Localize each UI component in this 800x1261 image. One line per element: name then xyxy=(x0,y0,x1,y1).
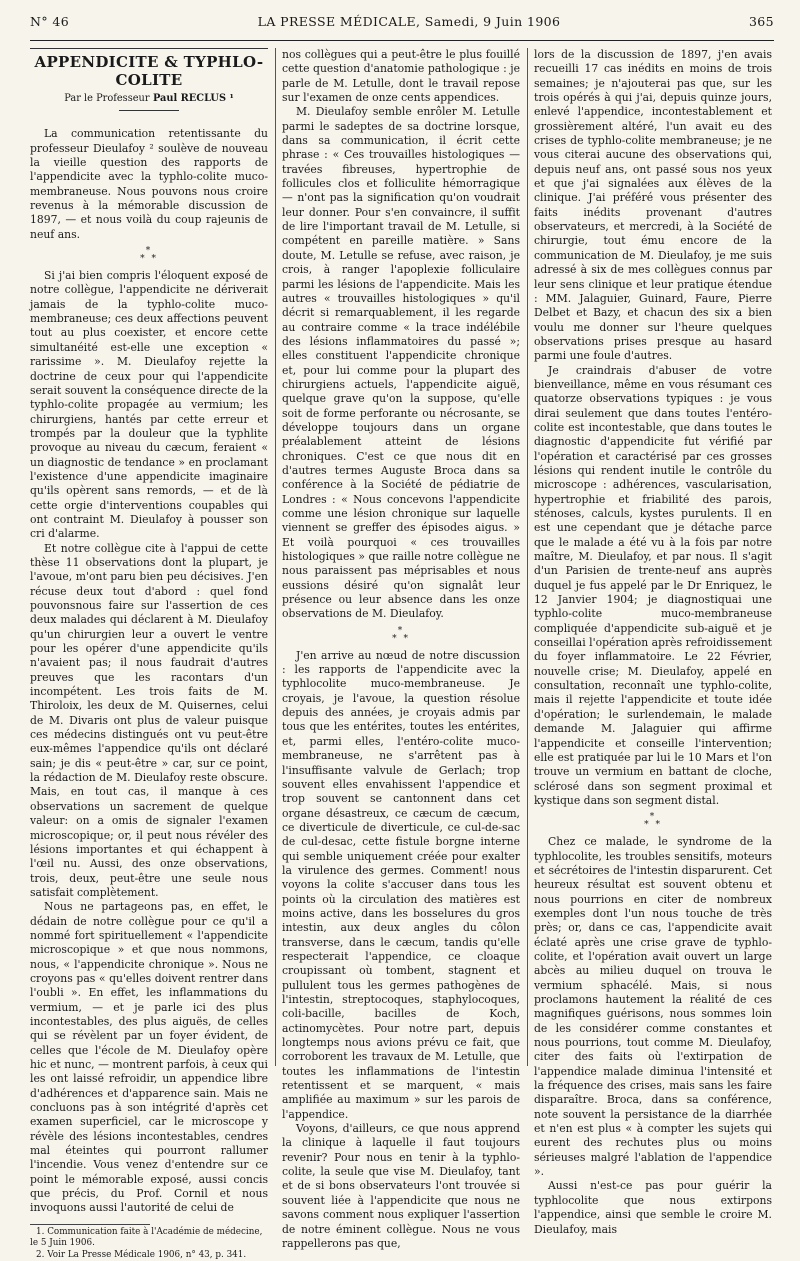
section-separator xyxy=(30,247,268,263)
page-number: 365 xyxy=(748,14,774,29)
section-separator xyxy=(282,627,520,643)
separator-star: * xyxy=(644,820,651,831)
paragraph: La communication retentissante du professeur Dieulafoy ² soulève de nouveau la vieille question des rapports de l'appendicite avec la typhlo-colite muco-membraneuse. Nous pouvons nous croire revenus à la mémorable discussion de 1897, — et nous voilà du coup rajeunis de neuf ans. xyxy=(30,127,268,241)
running-head xyxy=(30,14,774,36)
paragraph: Je craindrais d'abuser de votre bienveillance, même en vous résumant ces quatorze observations typiques : je vous dirai seulement que dans toutes l'entéro-colite est incontestable, que dans toutes le diagnostic d'appendicite fut vérifié par l'opération et caractérisé par ces grosses lésions qui rendent inutile le contrôle du microscope : adhérences, vascularisation, hypertrophie et friabilité des parois, sténoses, calculs, kystes purulents. Il en est une cependant que je détache parce que le malade a été vu à la fois par notre maître, M. Dieulafoy, et par nous. Il s'agit d'un Parisien de trente-neuf ans auprès duquel je fus appelé par le Dr Enriquez, le 12 Janvier 1904; je diagnostiquai une typhlo-colite muco-membraneuse compliquée d'appendicite sub-aiguë et je conseillai l'opération après refroidissement du foyer inflammatoire. Le 22 Février, nouvelle crise; M. Dieulafoy, appelé en consultation, reconnaît une typhlo-colite, mais il rejette l'appendicite et toute idée d'opération; le surlendemain, le malade demande M. Jalaguier qui affirme l'appendicite et conseille l'intervention; elle est pratiquée par lui le 10 Mars et l'on trouve un vermium en battant de cloche, sclérosé dans son segment proximal et kystique dans son segment distal. xyxy=(534,363,772,807)
page xyxy=(30,14,774,1260)
column-2 xyxy=(282,48,520,1250)
paragraph: M. Dieulafoy semble enrôler M. Letulle parmi le sadeptes de sa doctrine lorsque, dans sa communication, il écrit cette phrase : « Ces trouvailles histologiques — travées fibreuses, hypertrophie de follicules clos et folliculite hémorragique — n'ont pas la signification qu'on voudrait leur donner. Pour s'en convaincre, il suffit de lire l'important travail de M. Letulle, si compétent en pareille matière. » Sans doute, M. Letulle se refuse, avec raison, je crois, à ranger l'apoplexie folliculaire parmi les lésions de l'appendicite. Mais les autres « trouvailles histologiques » qu'il décrit si remarquablement, il les regarde au contraire comme « la trace indélébile des lésions inflammatoires du passé »; elles constituent l'appendicite chronique et, pour lui comme pour la plupart des chirurgiens actuels, l'appendicite aiguë, quelque grave qu'on la suppose, qu'elle soit de forme perforante ou nécrosante, se développe toujours dans un organe préalablement atteint de lésions chroniques. C'est ce que nous dit en d'autres termes Auguste Broca dans sa conférence à la Société de pédiatrie de Londres : « Nous concevons l'appendicite comme une lésion chronique sur laquelle viennent se greffer des épisodes aigus. » Et voilà pourquoi « ces trouvailles histologiques » que raille notre collègue ne nous paraissent pas méprisables et nous eussions désiré qu'on signalât leur présence ou leur absence dans les onze observations de M. Dieulafoy. xyxy=(282,105,520,621)
paragraph: J'en arrive au nœud de notre discussion : les rapports de l'appendicite avec la typhlocolite muco-membraneuse. Je croyais, je l'avoue, la question résolue depuis des années, je croyais admis par tous que les entérites, toutes les entérites, et, parmi elles, l'entéro-colite muco-membraneuse, ne s'arrêtent pas à l'insuffisante valvule de Gerlach; trop souvent elles envahissent l'appendice et trop souvent se cantonnent dans cet organe désastreux, ce cæcum de cæcum, ce diverticule de diverticule, ce cul-de-sac de cul-desac, cette fistule borgne interne qui semble uniquement créée pour exalter la virulence des germes. Comment! nous voyons la colite s'accuser dans tous les points où la circulation des matières est moins active, dans les bosselures du gros intestin, aux deux angles du côlon transverse, dans le cæcum, tandis qu'elle respecterait l'appendice, ce cloaque croupissant où tombent, stagnent et pullulent tous les germes pathogènes de l'intestin, streptocoques, staphylocoques, coli-bacille, bacilles de Koch, actinomycètes. Pour notre part, depuis longtemps nous avions prévu ce fait, que corroborent les travaux de M. Letulle, que toutes les inflammations de l'intestin retentissent et se marquent, « mais amplifiée au maximum » sur les parois de l'appendice. xyxy=(282,648,520,1121)
column-divider xyxy=(527,48,528,1066)
footnote: 1. Communication faite à l'Académie de médecine, le 5 Juin 1906. xyxy=(30,1226,263,1249)
paragraph: Si j'ai bien compris l'éloquent exposé de notre collègue, l'appendicite ne dériverait jamais de la typhlo-colite muco-membraneuse; ces deux affections peuvent tout au plus coexister, et encore cette simultanéité est-elle une exception « rarissime ». M. Dieulafoy rejette la doctrine de ceux pour qui l'appendicite serait souvent la conséquence directe de la typhlo-colite propagée au vermium; les chirurgiens, hantés par cette erreur et trompés par la douleur que la typhlite provoque au niveau du cæcum, feraient « un diagnostic de tendance » en proclamant l'existence d'une appendicite imaginaire qu'ils opèrent sans remords, — et de là cette orgie d'interventions coupables qui ont contraint M. Dieulafoy à pousser son cri d'alarme. xyxy=(30,269,268,541)
column-1 xyxy=(30,48,268,1260)
section-separator xyxy=(534,813,772,829)
title-rule xyxy=(30,48,268,49)
footnotes xyxy=(30,1224,263,1261)
article-title: APPENDICITE & TYPHLO-COLITE xyxy=(34,53,264,89)
separator-star: * xyxy=(397,625,405,636)
separator-star: * xyxy=(140,254,147,265)
title-underline xyxy=(119,110,179,111)
separator-star: * xyxy=(145,246,153,257)
issue-number: N° 46 xyxy=(30,14,70,29)
separator-star: * xyxy=(151,254,158,265)
paragraph: Chez ce malade, le syndrome de la typhlocolite, les troubles sensitifs, moteurs et sécrétoires de l'intestin disparurent. Cet heureux résultat est souvent obtenu et nous pourrions en citer de nombreux exemples dont l'un nous touche de très près; or, dans ce cas, l'appendicite avait éclaté après une crise grave de typhlo-colite, et l'opération avait ouvert un large abcès au milieu duquel on trouva le vermium sphacélé. Mais, si nous proclamons hautement la réalité de ces magnifiques guérisons, nous sommes loin de les considérer comme constantes et nous pourrions, tout comme M. Dieulafoy, citer des faits où l'extirpation de l'appendice malade diminua l'intensité et la fréquence des crises, mais sans les faire disparaître. Broca, dans sa conférence, note souvent la persistance de la diarrhée et n'en est plus « à compter les sujets qui eurent des rechutes plus ou moins sérieuses malgré l'ablation de l'appendice ». xyxy=(534,835,772,1179)
paragraph: Et notre collègue cite à l'appui de cette thèse 11 observations dont la plupart, je l'avoue, m'ont paru bien peu décisives. J'en récuse deux tout d'abord : quel fond pouvonsnous faire sur l'assertion de ces deux malades qui déclarent à M. Dieulafoy qu'un chirurgien leur a ouvert le ventre pour les opérer d'une appendicite qu'ils n'avaient pas; il nous faudrait d'autres preuves que les racontars d'un incompétent. Les trois faits de M. Thiroloix, les deux de M. Quisernes, celui de M. Divaris ont plus de valeur puisque ces médecins distingués ont vu peut-être eux-mêmes l'appendice qu'ils ont déclaré sain; je dis « peut-être » car, sur ce point, la rédaction de M. Dieulafoy reste obscure. Mais, en tout cas, il manque à ces observations un sacrement de quelque valeur: on a omis de signaler l'examen microscopique; or, il peut nous révéler des lésions importantes et qui échappent à l'œil nu. Aussi, des onze observations, trois, deux, peut-être une seule nous satisfait complètement. xyxy=(30,541,268,899)
column-divider xyxy=(275,48,276,1066)
paragraph: Aussi n'est-ce pas pour guérir la typhlocolite que nous extirpons l'appendice, ainsi que semble le croire M. Dieulafoy, mais xyxy=(534,1179,772,1236)
footnote: 2. Voir La Presse Médicale 1906, n° 43, p. 341. xyxy=(36,1249,247,1260)
paragraph: lors de la discussion de 1897, j'en avais recueilli 17 cas inédits en moins de trois semaines; je n'ajouterai pas que, sur les trois opérés à qui j'ai, depuis quinze jours, enlevé l'appendice, incontestablement et grossièrement altéré, l'un avait eu des crises de typhlo-colite membraneuse; je ne vous citerai aucune des observations qui, depuis neuf ans, ont passé sous nos yeux et que j'ai signalées aux élèves de la clinique. J'ai préféré vous présenter des faits inédits provenant d'autres observateurs, et mercredi, à la Société de chirurgie, tout ému encore de la communication de M. Dieulafoy, je me suis adressé à six de mes collègues connus par leur sens clinique et leur pratique étendue : MM. Jalaguier, Guinard, Faure, Pierre Delbet et Bazy, et chacun des six a bien voulu me donner sur l'heure quelques observations prises presque au hasard parmi une foule d'autres. xyxy=(534,48,772,363)
separator-star: * xyxy=(649,812,657,823)
separator-star: * xyxy=(403,633,410,644)
byline xyxy=(30,92,268,106)
paragraph: Voyons, d'ailleurs, ce que nous apprend la clinique à laquelle il faut toujours revenir? Pour nous en tenir à la typhlo-colite, la seule que vise M. Dieulafoy, tant et de si bons observateurs l'ont trouvée si souvent liée à l'appendicite que nous ne savons comment nous expliquer l'assertion de notre éminent collègue. Nous ne vous rappellerons pas que, xyxy=(282,1122,520,1250)
byline-author: Paul RECLUS ¹ xyxy=(152,93,234,104)
journal-title: LA PRESSE MÉDICALE, Samedi, 9 Juin 1906 xyxy=(257,14,561,29)
article-columns xyxy=(30,48,774,1260)
byline-prefix: Par le Professeur xyxy=(64,93,150,104)
separator-star: * xyxy=(392,633,399,644)
separator-star: * xyxy=(655,820,662,831)
header-rule xyxy=(30,40,774,41)
column-3 xyxy=(534,48,772,1236)
paragraph: Nous ne partageons pas, en effet, le dédain de notre collègue pour ce qu'il a nommé fort spirituellement « l'appendicite microscopique » et que nous nommons, nous, « l'appendicite chronique ». Nous ne croyons pas « qu'elles doivent rentrer dans l'oubli ». En effet, les inflammations du vermium, — et je parle ici des plus incontestables, des plus aiguës, de celles qui se révèlent par un foyer évident, de celles que l'école de M. Dieulafoy opère hic et nunc, — montrent parfois, à ceux qui les ont laissé refroidir, un appendice libre d'adhérences et d'apparence sain. Mais ne concluons pas à son intégrité d'après cet examen superficiel, car le microscope y révèle des lésions incontestables, cendres mal éteintes qui pourront rallumer l'incendie. Vous venez d'entendre sur ce point le mémorable exposé, aussi concis que précis, du Prof. Cornil et nous invoquons aussi l'autorité de celui de xyxy=(30,900,268,1215)
paragraph: nos collègues qui a peut-être le plus fouillé cette question d'anatomie pathologique : je parle de M. Letulle, dont le travail repose sur l'examen de onze cents appendices. xyxy=(282,48,520,105)
